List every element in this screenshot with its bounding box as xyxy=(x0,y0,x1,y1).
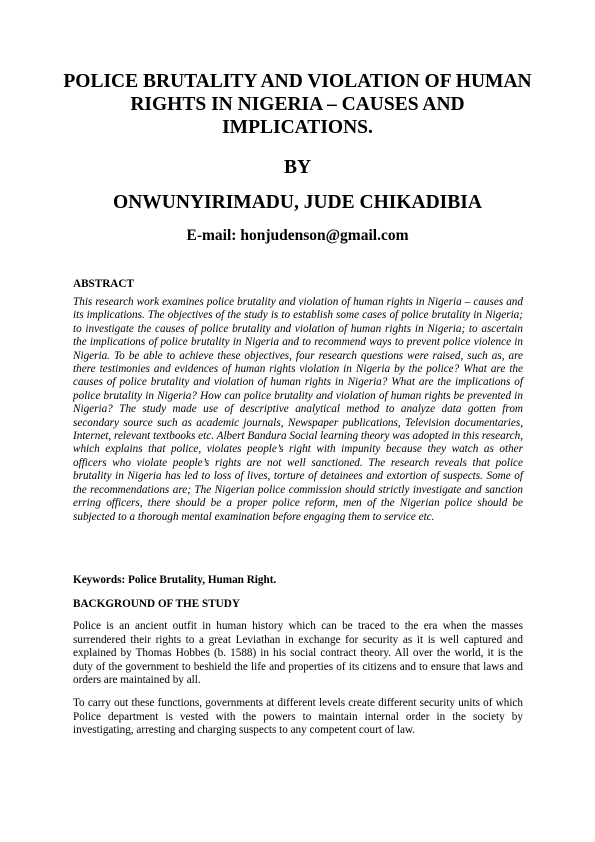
abstract-text: This research work examines police brutality and violation of human rights in Nigeria – causes and its implications. The objectives of the study is to establish some cases of police brutality in Nigeria; to investigate the causes of police brutality and violation of human rights in Nigeria; to ascertain the implications of police brutality in Nigeria and to recommend ways to prevent police violence in Nigeria. To be able to achieve these objectives, four research questions were raised, such as, are there testimonies and evidences of human rights violation in Nigeria by the police? What are the causes of police brutality and violation of human rights in Nigeria? What are the implications of police brutality in Nigeria? How can police brutality and violation of human rights be prevented in Nigeria? The study made use of descriptive analytical method to analyze data gotten from secondary source such as academic journals, Newspaper publications, Television documentaries, Internet, relevant textbooks etc. Albert Bandura Social learning theory was adopted in this research, which explains that police, violates people’s right with impunity because they watch as other officers who violate people’s rights are not well sanctioned. The research reveals that police brutality in Nigeria has led to loss of lives, torture of detainees and extortion of suspects. Some of the recommendations are; The Nigerian police commission should strictly investigate and sanction erring officers, there should be a proper police reform, men of the Nigerian police should be subjected to a thorough mental examination before engaging them to service etc. xyxy=(73,296,523,523)
author-email: E-mail: honjudenson@gmail.com xyxy=(186,227,409,244)
background-paragraph-1: Police is an ancient outfit in human history which can be traced to the era when the masses surrendered their rights to a great Leviathan in exchange for security as it is well captured and explained by Thomas Hobbes (b. 1588) in his social contract theory. All over the world, it is the duty of the government to beshield the life and properties of its citizens and to ensure that laws and orders are maintained by all. xyxy=(73,620,523,687)
by-line: BY xyxy=(283,157,312,178)
keywords: Keywords: Police Brutality, Human Right. xyxy=(73,574,277,586)
background-paragraph-2: To carry out these functions, governments at different levels create different security units of which Police department is vested with the powers to maintain internal order in the society by investigating, arresting and charging suspects to any competent court of law. xyxy=(73,697,523,737)
abstract-heading: ABSTRACT xyxy=(73,278,134,290)
paper-title: POLICE BRUTALITY AND VIOLATION OF HUMAN RIGHTS IN NIGERIA – CAUSES AND IMPLICATIONS. xyxy=(63,71,532,138)
background-heading: BACKGROUND OF THE STUDY xyxy=(73,598,240,610)
author-name: ONWUNYIRIMADU, JUDE CHIKADIBIA xyxy=(113,192,482,213)
